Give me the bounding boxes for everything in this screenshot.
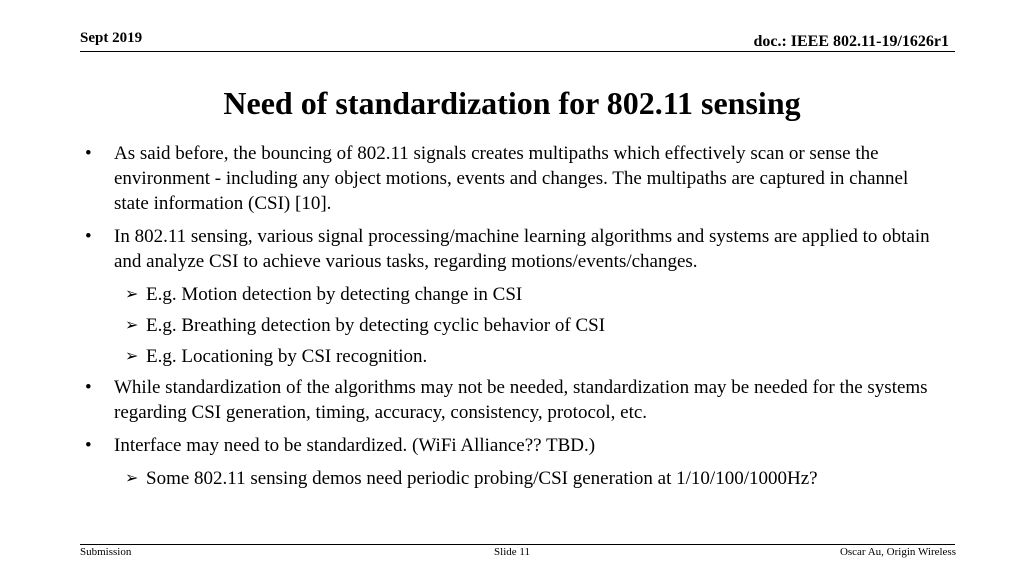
sub-bullet-text: Some 802.11 sensing demos need periodic probing/CSI generation at 1/10/100/1000Hz? [146,468,818,489]
bullet-dot-icon: • [85,226,92,247]
bullet-dot-icon: • [85,435,92,456]
bullet-dot-icon: • [85,143,92,164]
bullet-text: In 802.11 sensing, various signal processing/machine learning algorithms and systems are applied to obtain and analyze CSI to achieve various tasks, regarding motions/events/changes. [114,226,930,272]
sub-bullet-item [85,282,945,307]
sub-bullet-item [85,313,945,338]
sub-bullet-item [85,466,945,491]
bullet-item [85,375,945,425]
bullet-text: While standardization of the algorithms may not be needed, standardization may be needed for the systems regarding CSI generation, timing, accuracy, consistency, protocol, etc. [114,377,928,423]
bullet-dot-icon: • [85,377,92,398]
footer-author: Oscar Au, Origin Wireless [839,546,956,558]
bullet-item [85,224,945,274]
footer-submission: Submission [80,546,132,558]
sub-bullet-text: E.g. Locationing by CSI recognition. [146,346,428,367]
arrow-bullet-icon: ➢ [125,286,139,303]
header-date: Sept 2019 [80,30,143,46]
arrow-bullet-icon: ➢ [125,348,139,365]
bullet-item [85,141,945,216]
slide-title: Need of standardization for 802.11 sensing [223,85,801,121]
header-divider [80,51,955,52]
slide-body [85,141,945,497]
arrow-bullet-icon: ➢ [125,470,139,487]
sub-bullet-text: E.g. Breathing detection by detecting cyclic behavior of CSI [146,315,606,336]
bullet-text: As said before, the bouncing of 802.11 signals creates multipaths which effectively scan or sense the environment - including any object motions, events and changes. The multipaths are captured in channel state information (CSI) [10]. [114,143,909,214]
footer-divider [80,544,955,545]
bullet-text: Interface may need to be standardized. (WiFi Alliance?? TBD.) [114,435,596,456]
arrow-bullet-icon: ➢ [125,317,139,334]
bullet-item [85,433,945,458]
sub-bullet-text: E.g. Motion detection by detecting change in CSI [146,284,523,305]
footer-slide-number: Slide 11 [494,546,530,558]
header-doc-id: doc.: IEEE 802.11-19/1626r1 [753,33,949,50]
sub-bullet-item [85,344,945,369]
